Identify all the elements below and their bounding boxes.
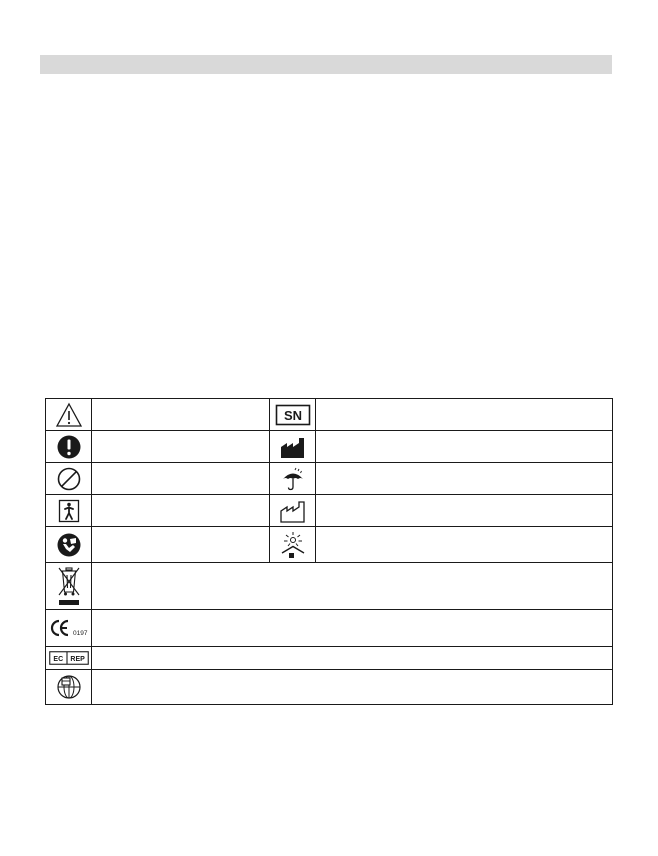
symbol-cell [270, 463, 316, 495]
table-row [46, 431, 613, 463]
symbol-description [92, 463, 270, 495]
table-row [46, 670, 613, 705]
date-of-manufacture-icon [279, 499, 307, 523]
sn-label: SN [283, 407, 302, 423]
symbol-description [92, 431, 270, 463]
keep-dry-icon [280, 466, 306, 492]
table-row [46, 527, 613, 563]
manufacturer-icon [279, 435, 307, 459]
table-row [46, 495, 613, 527]
keep-away-from-sunlight-icon [279, 531, 307, 559]
table-row [46, 563, 613, 610]
notified-body-number: 0197 [72, 630, 87, 637]
symbol-cell [270, 431, 316, 463]
symbol-description [92, 563, 613, 610]
table-row [46, 463, 613, 495]
general-warning-icon [55, 402, 83, 428]
symbol-description [92, 399, 270, 431]
symbol-description [92, 647, 613, 670]
symbol-description [316, 399, 613, 431]
mandatory-action-icon [56, 434, 82, 460]
symbol-cell [270, 399, 316, 431]
symbol-description [92, 527, 270, 563]
symbol-description [316, 527, 613, 563]
importer-icon [56, 674, 82, 700]
prohibition-icon [56, 466, 82, 492]
ec-rep-icon [49, 651, 89, 665]
symbol-description [316, 463, 613, 495]
symbol-description [92, 610, 613, 647]
serial-number-icon [275, 404, 311, 426]
symbol-cell [46, 463, 92, 495]
section-header-bar [40, 55, 612, 74]
symbol-description [92, 670, 613, 705]
symbol-cell [46, 495, 92, 527]
symbol-description [316, 495, 613, 527]
table-row [46, 610, 613, 647]
symbol-cell [270, 495, 316, 527]
symbol-cell [46, 399, 92, 431]
symbol-description [316, 431, 613, 463]
ce-mark-icon [48, 616, 90, 640]
symbol-cell [46, 610, 92, 647]
weee-bin-icon [56, 565, 82, 607]
symbol-cell [46, 563, 92, 610]
symbol-cell [46, 527, 92, 563]
symbols-table [45, 398, 613, 705]
symbol-cell [46, 431, 92, 463]
symbol-cell [270, 527, 316, 563]
symbol-cell [46, 647, 92, 670]
rep-label: REP [69, 656, 85, 663]
ec-label: EC [52, 656, 63, 663]
table-row [46, 647, 613, 670]
type-b-applied-part-icon [58, 499, 80, 523]
table-row [46, 399, 613, 431]
follow-instructions-icon [56, 532, 82, 558]
symbol-cell [46, 670, 92, 705]
symbol-description [92, 495, 270, 527]
